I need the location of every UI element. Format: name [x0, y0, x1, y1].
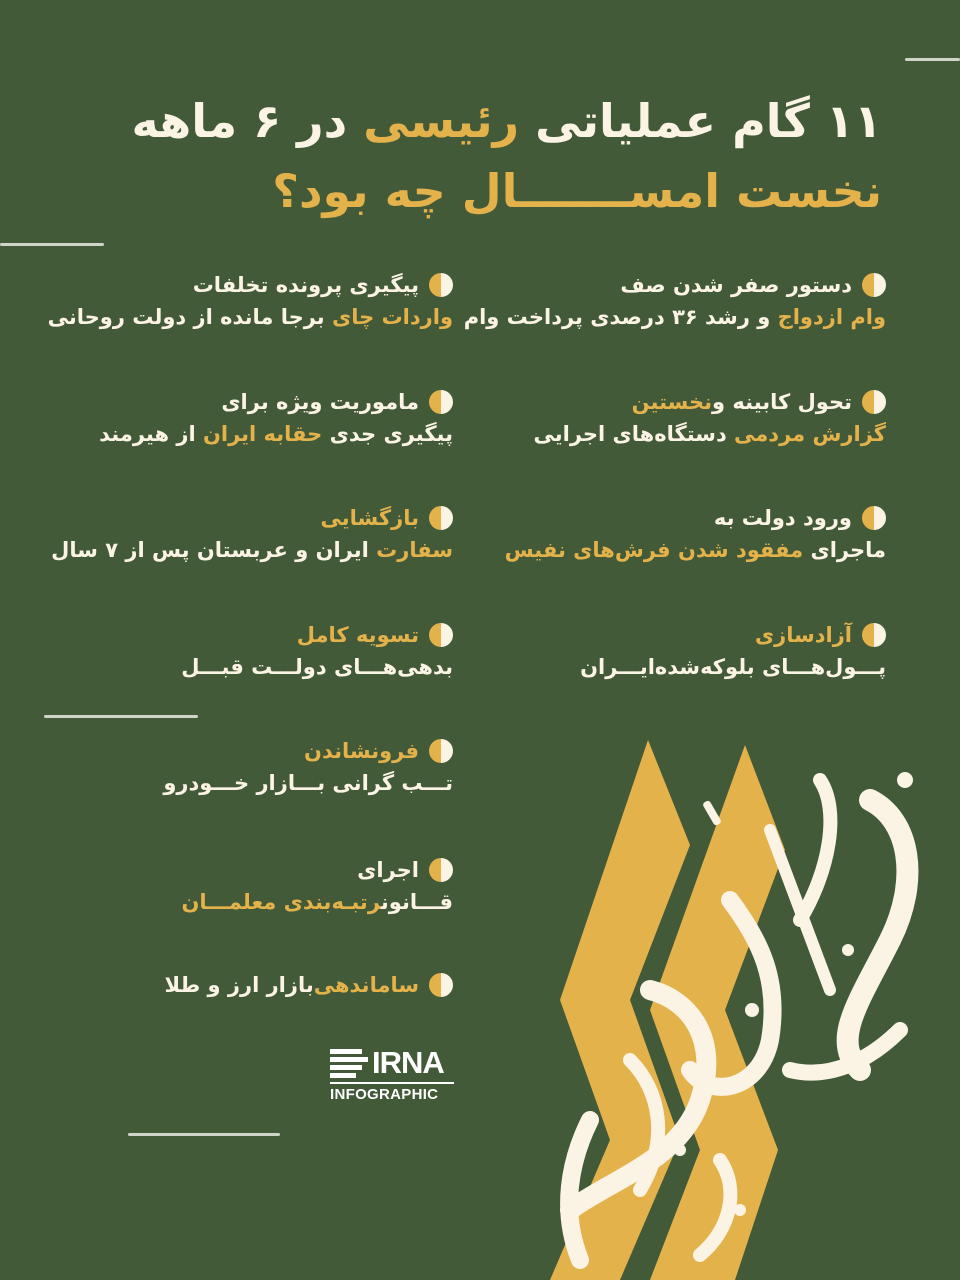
title-line-1: ۱۱ گام عملیاتی رئیسی در ۶ ماهه [131, 94, 882, 148]
bullet-icon [429, 506, 453, 530]
calligraphy-artwork-icon [530, 740, 950, 1280]
step-item-l6: اجرای قـــانونرتبـه‌بندی معلمـــان [181, 858, 453, 914]
irna-logo [330, 1046, 454, 1103]
divider-top-left [0, 243, 104, 246]
bullet-icon [429, 858, 453, 882]
step-item-l5: فرونشاندن تـــب گرانی بـــازار خـــودرو [163, 739, 453, 795]
bullet-icon [862, 273, 886, 297]
logo-word: IRNA [372, 1045, 444, 1080]
divider-bottom-left [128, 1133, 280, 1136]
step-item-l4: تسویه کامل بدهی‌هـــای دولـــت قبـــل [181, 623, 453, 679]
step-item-r2: تحول کابینه و نخستین گزارش مردمی دستگاه‌های اجرایی [533, 390, 886, 446]
bullet-icon [862, 506, 886, 530]
step-item-r3: ورود دولت به ماجرای مفقود شدن فرش‌های نفیس [504, 506, 886, 562]
step-item-l7: ساماندهی بازار ارز و طلا [165, 970, 454, 1000]
bullet-icon [429, 739, 453, 763]
step-item-l2: ماموریت ویژه برای پیگیری جدی حقابه ایران از هیرمند [99, 390, 453, 446]
bullet-icon [429, 390, 453, 414]
step-item-r1: دستور صفر شدن صف وام ازدواج و رشد ۳۶ درصدی پرداخت وام [463, 273, 886, 329]
page-title [62, 86, 882, 226]
divider-top-right [905, 58, 960, 61]
bullet-icon [862, 390, 886, 414]
bullet-icon [429, 623, 453, 647]
title-line-2: نخست امســـــــال چه بود؟ [272, 164, 882, 218]
bullet-icon [862, 623, 886, 647]
step-item-r4: آزادسازی پـــول‌هـــای بلوکه‌شده‌ایـــران [580, 623, 886, 679]
logo-bars-icon [330, 1049, 368, 1078]
step-item-l1: پیگیری پرونده تخلفات واردات چای برجا مانده از دولت روحانی [47, 273, 453, 329]
step-item-l3: بازگشایی سفارت ایران و عربستان پس از ۷ سال [51, 506, 453, 562]
logo-subtitle: INFOGRAPHIC [330, 1082, 454, 1103]
divider-mid-left [44, 715, 198, 718]
bullet-icon [429, 273, 453, 297]
bullet-icon [429, 973, 453, 997]
